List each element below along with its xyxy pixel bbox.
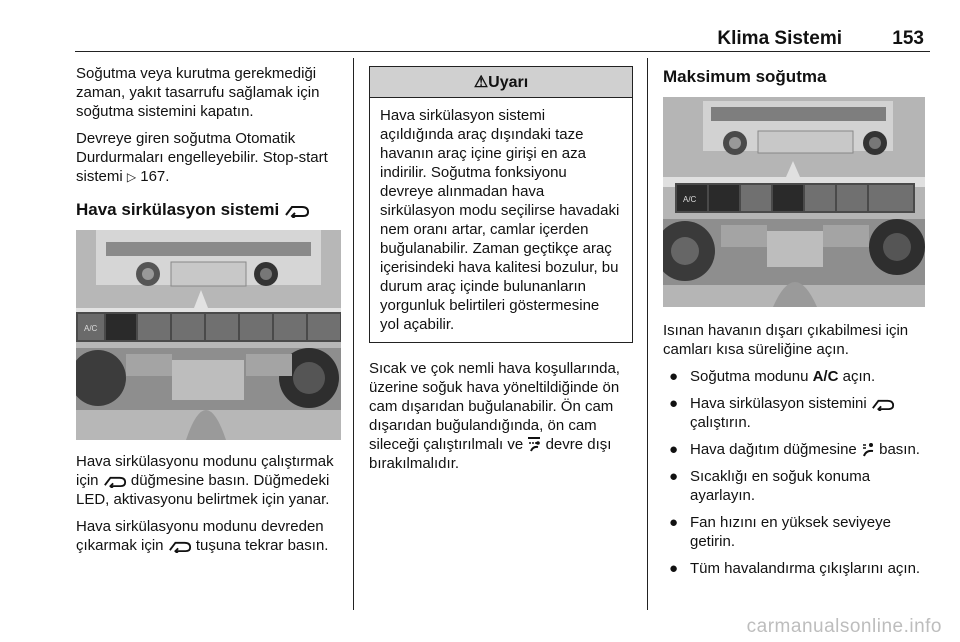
recirculation-icon bbox=[871, 398, 895, 411]
max-cooling-photo bbox=[663, 97, 925, 307]
header-rule bbox=[75, 51, 930, 52]
paragraph: Devreye giren soğutma Otomatik Durdurmaları engelleyebilir. Stop-start sistemi ▷ 167. bbox=[76, 130, 328, 185]
list-item: ● Tüm havalandırma çıkışlarını açın. bbox=[669, 560, 921, 577]
air-distribution-icon bbox=[861, 442, 875, 457]
list-item: ● Fan hızını en yüksek seviyeye getirin. bbox=[669, 514, 891, 550]
bullet-icon: ● bbox=[669, 560, 679, 577]
column-2 bbox=[369, 66, 633, 481]
bullet-icon: ● bbox=[669, 514, 679, 531]
list-item: ● Soğutma modunu A/C açın. bbox=[669, 368, 876, 385]
recirculation-button-photo bbox=[76, 230, 341, 440]
warning-box bbox=[369, 66, 633, 343]
windscreen-airflow-icon bbox=[527, 437, 541, 452]
page-number: 153 bbox=[892, 28, 924, 49]
instruction-list bbox=[663, 367, 930, 578]
paragraph: Isınan havanın dışarı çıkabilmesi için camları kısa süreliğine açın. bbox=[663, 322, 909, 358]
page-ref-link[interactable]: 167. bbox=[140, 168, 170, 185]
ac-button-label: A/C bbox=[84, 324, 98, 333]
paragraph: Hava sirkülasyonu modunu devreden çıkarmak için tuşuna tekrar basın. bbox=[76, 518, 329, 554]
column-1 bbox=[76, 64, 344, 563]
page-header bbox=[75, 22, 930, 52]
paragraph: Soğutma veya kurutma gerekmediği zaman, yakıt tasarrufu sağlamak için soğutma sistemini kapatın. bbox=[76, 65, 320, 120]
paragraph: Hava sirkülasyonu modunu çalıştırmak için düğmesine basın. Düğmedeki LED, aktivasyonu belirtmek için yanar. bbox=[76, 453, 334, 508]
ac-button-label: A/C bbox=[683, 195, 697, 204]
column-divider-2 bbox=[647, 58, 648, 610]
bullet-icon: ● bbox=[669, 441, 679, 458]
warning-icon: ⚠ bbox=[473, 74, 489, 91]
warning-header: ⚠Uyarı bbox=[370, 67, 632, 98]
paragraph: Sıcak ve çok nemli hava koşullarında, üzerine soğuk hava yöneltildiğinde ön cam dışarıdan buğulanabilir. Ön cam dışarıdan buğulandığında, ön cam sileceği çalıştırılmalı ve devre dışı bırakılmalıdır. bbox=[369, 360, 620, 472]
warning-body: Hava sirkülasyon sistemi açıldığında araç dışındaki taze havanın araç içine girişi en aza indirilir. Soğutma fonksiyonu devreye alınmadan hava sirkülasyon modu seçilirse havadaki nem oranı artar, camlar içerden buğulanabilir. Zaman geçtikçe araç içerisindeki hava kalitesi bozulur, bu durum araç içinde bulunanların yorgunluk belirtileri göstermesine yol açabilir. bbox=[380, 107, 620, 333]
column-divider-1 bbox=[353, 58, 354, 610]
section-heading: Hava sirkülasyon sistemi bbox=[76, 199, 344, 220]
bullet-icon: ● bbox=[669, 368, 679, 385]
column-3 bbox=[663, 66, 930, 586]
list-item: ● Hava sirkülasyon sistemini çalıştırın. bbox=[663, 394, 930, 432]
list-item: ● Hava dağıtım düğmesine basın. bbox=[669, 441, 920, 458]
recirculation-icon bbox=[168, 540, 192, 553]
bullet-icon: ● bbox=[669, 395, 679, 412]
list-item: ● Sıcaklığı en soğuk konuma ayarlayın. bbox=[669, 468, 871, 504]
bullet-icon: ● bbox=[669, 468, 679, 485]
recirculation-icon bbox=[284, 204, 310, 218]
watermark: carmanualsonline.info bbox=[746, 616, 942, 637]
ac-label: A/C bbox=[812, 368, 839, 385]
page-ref-arrow-icon: ▷ bbox=[126, 170, 137, 184]
section-heading: Maksimum soğutma bbox=[663, 67, 827, 86]
recirculation-icon bbox=[103, 475, 127, 488]
section-title: Klima Sistemi bbox=[717, 28, 842, 49]
